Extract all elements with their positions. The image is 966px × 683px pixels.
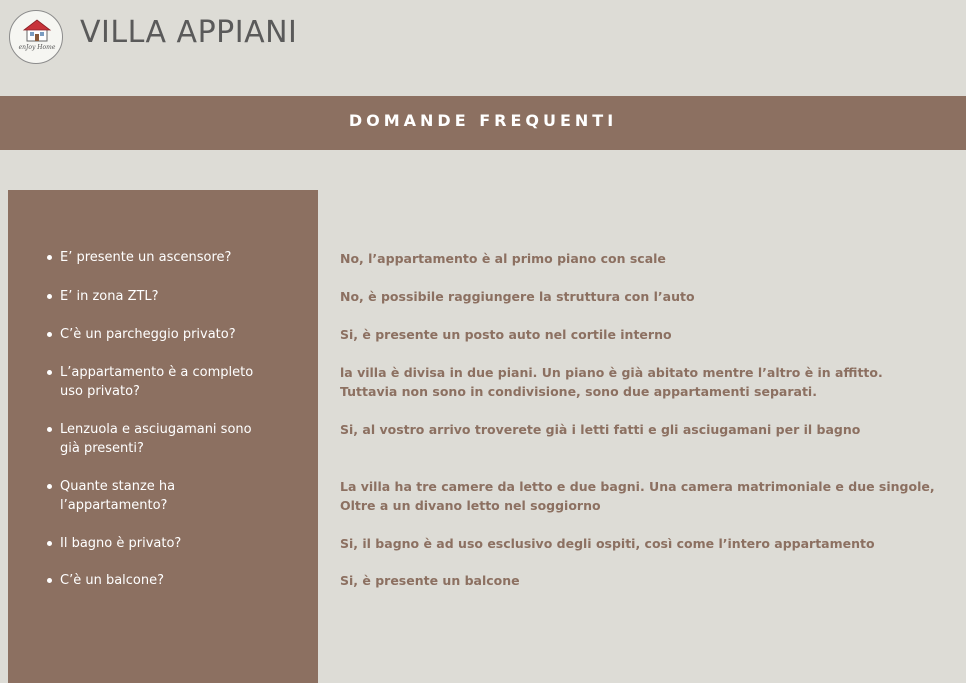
faq-question <box>60 363 270 401</box>
bullet-icon <box>47 255 52 260</box>
site-title: VILLA APPIANI <box>80 15 298 50</box>
faq-question-text: Lenzuola e asciugamani sono già presenti? <box>60 422 252 456</box>
faq-question-text: C’è un balcone? <box>60 573 165 588</box>
faq-question <box>60 477 210 515</box>
faq-question-text: Quante stanze ha l’appartamento? <box>60 479 176 513</box>
section-title: DOMANDE FREQUENTI <box>348 111 618 130</box>
house-icon <box>10 11 63 64</box>
faq-answer: No, è possibile raggiungere la struttura con l’auto <box>340 289 695 304</box>
faq-question-text: L’appartamento è a completo uso privato? <box>60 365 254 399</box>
faq-question <box>60 248 280 267</box>
faq-answer: Si, al vostro arrivo troverete già i letti fatti e gli asciugamani per il bagno <box>340 422 861 437</box>
bullet-icon <box>47 541 52 546</box>
faq-question-text: C’è un parcheggio privato? <box>60 327 236 342</box>
logo-text: enJoy Home <box>18 44 56 51</box>
faq-answer: Si, è presente un posto auto nel cortile interno <box>340 327 672 342</box>
faq-question <box>60 325 280 344</box>
questions-panel <box>8 190 318 683</box>
section-banner <box>0 96 966 150</box>
faq-question-text: Il bagno è privato? <box>60 536 182 551</box>
bullet-icon <box>47 484 52 489</box>
faq-answer: No, l’appartamento è al primo piano con scale <box>340 251 666 266</box>
bullet-icon <box>47 578 52 583</box>
bullet-icon <box>47 294 52 299</box>
faq-answer: Si, il bagno è ad uso esclusivo degli ospiti, così come l’intero appartamento <box>340 536 875 551</box>
header <box>0 0 966 96</box>
faq-answer: Si, è presente un balcone <box>340 573 520 588</box>
faq-question <box>60 571 280 590</box>
faq-question <box>60 420 270 458</box>
faq-question <box>60 287 280 306</box>
logo[interactable] <box>9 10 63 64</box>
faq-answer: La villa ha tre camere da letto e due bagni. Una camera matrimoniale e due singole, Oltre a un divano letto nel soggiorno <box>340 479 935 513</box>
faq-question-text: E’ presente un ascensore? <box>60 250 232 265</box>
bullet-icon <box>47 370 52 375</box>
faq-question <box>60 534 280 553</box>
faq-answer: la villa è divisa in due piani. Un piano è già abitato mentre l’altro è in affitto. Tuttavia non sono in condivisione, sono due appartamenti separati. <box>340 365 883 399</box>
faq-question-text: E’ in zona ZTL? <box>60 289 159 304</box>
bullet-icon <box>47 332 52 337</box>
bullet-icon <box>47 427 52 432</box>
